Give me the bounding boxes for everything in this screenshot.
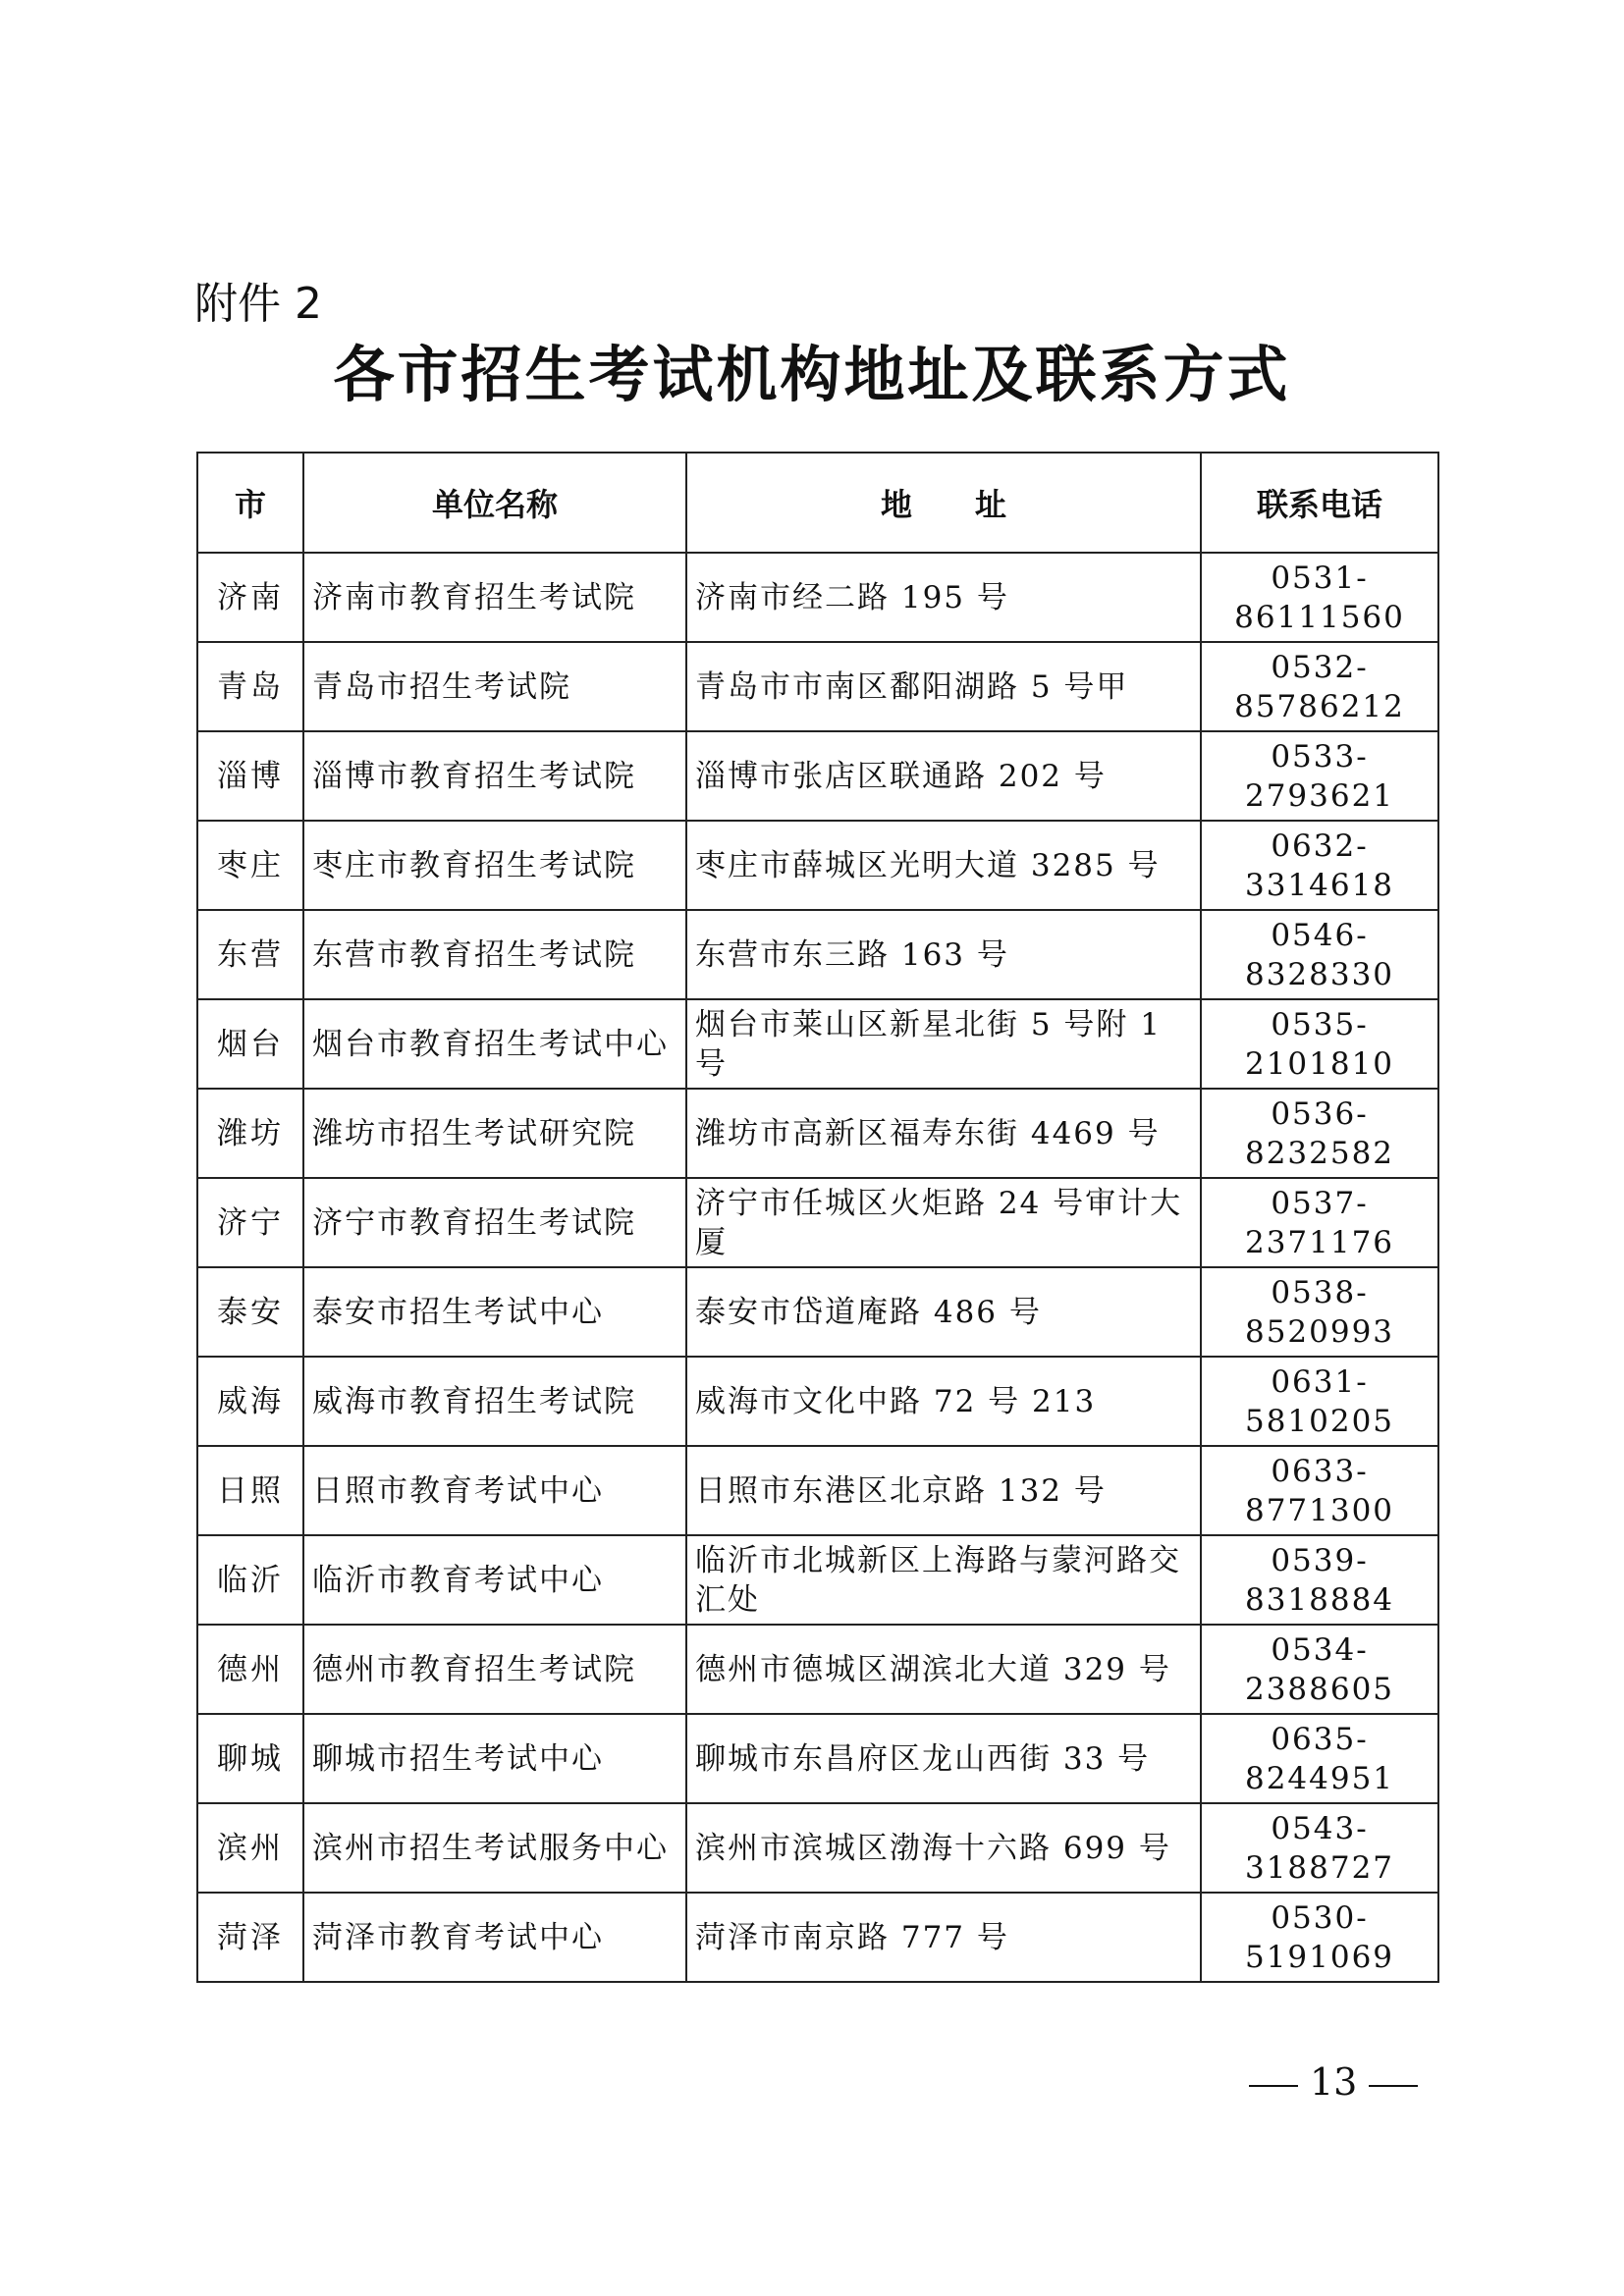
cell-phone: 0543-3188727: [1201, 1803, 1438, 1893]
table-row: [197, 821, 1438, 910]
cell-city: 聊城: [197, 1714, 303, 1803]
cell-unit-name: 济宁市教育招生考试院: [303, 1178, 686, 1267]
contact-table: [196, 452, 1439, 1983]
cell-city: 滨州: [197, 1803, 303, 1893]
header-phone: 联系电话: [1201, 453, 1438, 553]
cell-address: 泰安市岱道庵路 486 号: [686, 1267, 1201, 1357]
cell-address: 滨州市滨城区渤海十六路 699 号: [686, 1803, 1201, 1893]
cell-unit-name: 淄博市教育招生考试院: [303, 731, 686, 821]
cell-city: 日照: [197, 1446, 303, 1535]
cell-city: 德州: [197, 1625, 303, 1714]
cell-phone: 0539-8318884: [1201, 1535, 1438, 1625]
cell-phone: 0535-2101810: [1201, 999, 1438, 1089]
cell-phone: 0635-8244951: [1201, 1714, 1438, 1803]
table-row: [197, 1357, 1438, 1446]
cell-phone: 0546-8328330: [1201, 910, 1438, 999]
table-row: [197, 910, 1438, 999]
page-number-dash-right: [1369, 2085, 1418, 2087]
cell-phone: 0538-8520993: [1201, 1267, 1438, 1357]
table-row: [197, 1089, 1438, 1178]
table-body: [197, 553, 1438, 1982]
cell-city: 东营: [197, 910, 303, 999]
table-header: [197, 453, 1438, 553]
header-address: 地 址: [686, 453, 1201, 553]
cell-unit-name: 济南市教育招生考试院: [303, 553, 686, 642]
page-number: [1237, 2057, 1430, 2107]
cell-address: 青岛市市南区鄱阳湖路 5 号甲: [686, 642, 1201, 731]
table-row: [197, 1535, 1438, 1625]
cell-phone: 0534-2388605: [1201, 1625, 1438, 1714]
cell-phone: 0533-2793621: [1201, 731, 1438, 821]
table-row: [197, 731, 1438, 821]
header-city: 市: [197, 453, 303, 553]
cell-address: 威海市文化中路 72 号 213: [686, 1357, 1201, 1446]
table-row: [197, 553, 1438, 642]
cell-phone: 0631-5810205: [1201, 1357, 1438, 1446]
cell-unit-name: 泰安市招生考试中心: [303, 1267, 686, 1357]
table-row: [197, 1625, 1438, 1714]
cell-unit-name: 潍坊市招生考试研究院: [303, 1089, 686, 1178]
cell-phone: 0536-8232582: [1201, 1089, 1438, 1178]
header-row: [197, 453, 1438, 553]
cell-city: 济南: [197, 553, 303, 642]
table-row: [197, 1714, 1438, 1803]
cell-address: 日照市东港区北京路 132 号: [686, 1446, 1201, 1535]
cell-unit-name: 滨州市招生考试服务中心: [303, 1803, 686, 1893]
cell-city: 临沂: [197, 1535, 303, 1625]
attachment-label: 附件 2: [194, 279, 322, 329]
cell-phone: 0532-85786212: [1201, 642, 1438, 731]
page-number-dash-left: [1249, 2085, 1298, 2087]
page-number-value: 13: [1310, 2060, 1358, 2104]
cell-address: 烟台市莱山区新星北街 5 号附 1 号: [686, 999, 1201, 1089]
cell-unit-name: 日照市教育考试中心: [303, 1446, 686, 1535]
cell-unit-name: 临沂市教育考试中心: [303, 1535, 686, 1625]
cell-unit-name: 枣庄市教育招生考试院: [303, 821, 686, 910]
cell-phone: 0530-5191069: [1201, 1893, 1438, 1982]
cell-city: 青岛: [197, 642, 303, 731]
cell-city: 威海: [197, 1357, 303, 1446]
cell-address: 德州市德城区湖滨北大道 329 号: [686, 1625, 1201, 1714]
cell-city: 菏泽: [197, 1893, 303, 1982]
cell-address: 济南市经二路 195 号: [686, 553, 1201, 642]
cell-city: 淄博: [197, 731, 303, 821]
table-row: [197, 999, 1438, 1089]
cell-address: 临沂市北城新区上海路与蒙河路交汇处: [686, 1535, 1201, 1625]
cell-city: 济宁: [197, 1178, 303, 1267]
cell-unit-name: 威海市教育招生考试院: [303, 1357, 686, 1446]
table-row: [197, 1893, 1438, 1982]
cell-address: 聊城市东昌府区龙山西街 33 号: [686, 1714, 1201, 1803]
cell-unit-name: 东营市教育招生考试院: [303, 910, 686, 999]
page-title: 各市招生考试机构地址及联系方式: [333, 339, 1291, 410]
cell-city: 烟台: [197, 999, 303, 1089]
table-row: [197, 642, 1438, 731]
cell-city: 枣庄: [197, 821, 303, 910]
table-row: [197, 1178, 1438, 1267]
cell-address: 济宁市任城区火炬路 24 号审计大厦: [686, 1178, 1201, 1267]
cell-unit-name: 烟台市教育招生考试中心: [303, 999, 686, 1089]
cell-address: 潍坊市高新区福寿东街 4469 号: [686, 1089, 1201, 1178]
cell-city: 潍坊: [197, 1089, 303, 1178]
header-unit-name: 单位名称: [303, 453, 686, 553]
cell-address: 淄博市张店区联通路 202 号: [686, 731, 1201, 821]
table-row: [197, 1267, 1438, 1357]
cell-phone: 0632-3314618: [1201, 821, 1438, 910]
cell-unit-name: 聊城市招生考试中心: [303, 1714, 686, 1803]
cell-address: 东营市东三路 163 号: [686, 910, 1201, 999]
table-row: [197, 1446, 1438, 1535]
cell-address: 菏泽市南京路 777 号: [686, 1893, 1201, 1982]
cell-address: 枣庄市薛城区光明大道 3285 号: [686, 821, 1201, 910]
cell-phone: 0531-86111560: [1201, 553, 1438, 642]
cell-city: 泰安: [197, 1267, 303, 1357]
cell-unit-name: 青岛市招生考试院: [303, 642, 686, 731]
cell-phone: 0537-2371176: [1201, 1178, 1438, 1267]
cell-unit-name: 菏泽市教育考试中心: [303, 1893, 686, 1982]
table-row: [197, 1803, 1438, 1893]
cell-unit-name: 德州市教育招生考试院: [303, 1625, 686, 1714]
cell-phone: 0633-8771300: [1201, 1446, 1438, 1535]
